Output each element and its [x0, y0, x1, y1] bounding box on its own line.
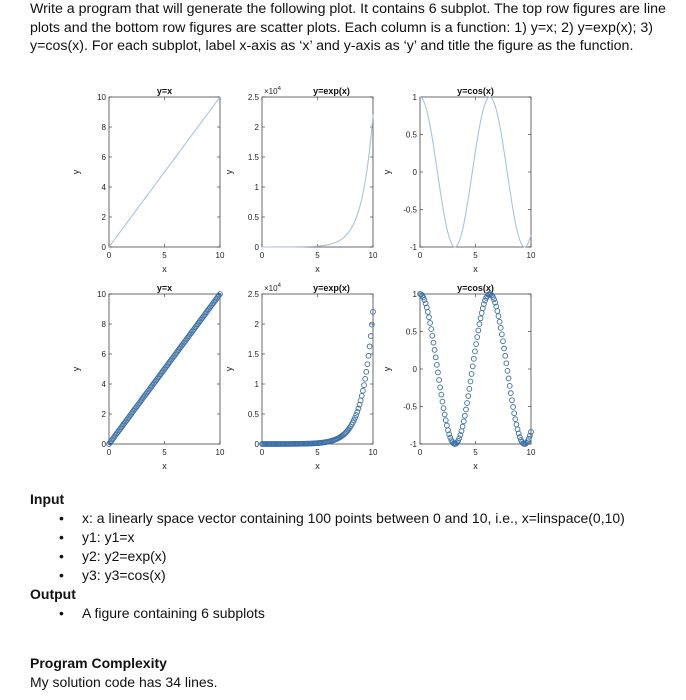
y-tick-label: 1.5	[247, 153, 259, 162]
y-tick-label: -1	[409, 243, 417, 252]
axes-box	[420, 97, 531, 247]
x-tick-label: 10	[526, 251, 536, 260]
subplot-title: y=x	[156, 283, 173, 293]
complexity-text: My solution code has 34 lines.	[30, 674, 218, 690]
y-tick-label: 0.5	[405, 130, 417, 140]
x-tick-label: 5	[473, 448, 478, 457]
subplot-1	[71, 86, 225, 274]
y-tick-label: -0.5	[403, 205, 417, 215]
x-tick-label: 0	[259, 251, 265, 260]
x-axis-label: x	[473, 264, 478, 274]
y-tick-label: 2.5	[247, 93, 259, 102]
complexity-title: Program Complexity	[30, 655, 167, 671]
subplot-title: y=exp(x)	[313, 86, 350, 96]
subplot-6	[382, 283, 536, 471]
output-list	[30, 604, 670, 623]
x-axis-label: x	[473, 461, 478, 471]
x-axis-label: x	[162, 264, 167, 274]
output-title: Output	[30, 586, 76, 602]
y-axis-label: y	[71, 169, 81, 175]
x-tick-label: 10	[526, 448, 536, 457]
y-axis-label: y	[71, 366, 81, 372]
subplot-5	[224, 283, 378, 471]
exponent-label: $\times 10^4$	[264, 86, 281, 96]
problem-statement	[30, 0, 680, 56]
output-item: • A figure containing 6 subplots	[30, 604, 670, 623]
y-tick-label: 1	[254, 183, 259, 192]
y-tick-label: 0.5	[405, 327, 417, 337]
y-tick-label: 1.5	[247, 350, 259, 359]
figure-subplots	[58, 86, 548, 482]
input-list	[30, 509, 670, 585]
x-tick-label: 5	[315, 251, 320, 260]
y-tick-label: 8	[101, 320, 106, 329]
problem-text: Write a program that will generate the following plot. It contains 6 subplot. The top row figures are line plots and the bottom row figures are scatter plots. Each column is a function: 1) y=x; 2) y=exp(x); 3) y=cos(x). For each subplot, label x-axis as ‘x’ and y-axis as ‘y’ and title the figure as the function.	[30, 1, 666, 54]
y-tick-label: 2	[254, 123, 259, 132]
x-tick-label: 0	[106, 448, 112, 457]
io-section	[30, 490, 670, 623]
y-tick-label: 6	[101, 153, 106, 162]
axes-box	[262, 97, 373, 247]
input-item-y1: • y1: y1=x	[30, 528, 670, 547]
y-tick-label: -0.5	[403, 402, 417, 412]
subplot-title: y=exp(x)	[313, 283, 350, 293]
input-item-x: • x: a linearly space vector containing 100 points between 0 and 10, i.e., x=linspace(0,10)	[30, 509, 670, 528]
x-tick-label: 5	[162, 448, 167, 457]
y-tick-label: 0	[412, 365, 417, 374]
y-tick-label: 1	[412, 290, 417, 299]
x-tick-label: 10	[368, 251, 378, 260]
x-axis-label: x	[315, 461, 320, 471]
x-axis-label: x	[162, 461, 167, 471]
y-tick-label: -1	[409, 440, 417, 449]
x-tick-label: 0	[417, 448, 423, 457]
y-tick-label: 0.5	[247, 410, 259, 419]
x-tick-label: 5	[315, 448, 320, 457]
exponent-label: $\times 10^4$	[264, 283, 281, 293]
y-tick-label: 4	[101, 183, 106, 192]
x-tick-label: 5	[162, 251, 167, 260]
x-tick-label: 10	[215, 448, 225, 457]
y-tick-label: 0	[254, 440, 259, 449]
y-tick-label: 8	[101, 123, 106, 132]
y-tick-label: 10	[97, 93, 106, 102]
x-tick-label: 10	[368, 448, 378, 457]
y-tick-label: 0	[101, 243, 106, 252]
input-title: Input	[30, 491, 65, 507]
subplot-3	[382, 86, 536, 274]
y-tick-label: 0	[412, 168, 417, 177]
y-tick-label: 0	[254, 243, 259, 252]
x-axis-label: x	[315, 264, 320, 274]
y-tick-label: 2	[254, 320, 259, 329]
input-item-y3: • y3: y3=cos(x)	[30, 566, 670, 585]
y-tick-label: 6	[101, 350, 106, 359]
y-axis-label: y	[382, 169, 392, 175]
subplot-title: y=cos(x)	[457, 283, 494, 293]
y-tick-label: 10	[97, 290, 106, 299]
y-tick-label: 2	[101, 213, 106, 222]
subplot-title: y=cos(x)	[457, 86, 494, 96]
complexity-section	[30, 654, 218, 692]
y-tick-label: 2.5	[247, 290, 259, 299]
y-tick-label: 0	[101, 440, 106, 449]
y-tick-label: 1	[254, 380, 259, 389]
y-axis-label: y	[224, 366, 234, 372]
subplot-2	[224, 86, 378, 274]
input-item-y2: • y2: y2=exp(x)	[30, 547, 670, 566]
y-tick-label: 2	[101, 410, 106, 419]
y-tick-label: 0.5	[247, 213, 259, 222]
x-tick-label: 0	[259, 448, 265, 457]
subplot-title: y=x	[156, 86, 173, 96]
y-axis-label: y	[382, 366, 392, 372]
x-tick-label: 10	[215, 251, 225, 260]
x-tick-label: 5	[473, 251, 478, 260]
x-tick-label: 0	[417, 251, 423, 260]
y-tick-label: 1	[412, 93, 417, 102]
y-tick-label: 4	[101, 380, 106, 389]
y-axis-label: y	[224, 169, 234, 175]
subplot-4	[71, 283, 225, 471]
x-tick-label: 0	[106, 251, 112, 260]
